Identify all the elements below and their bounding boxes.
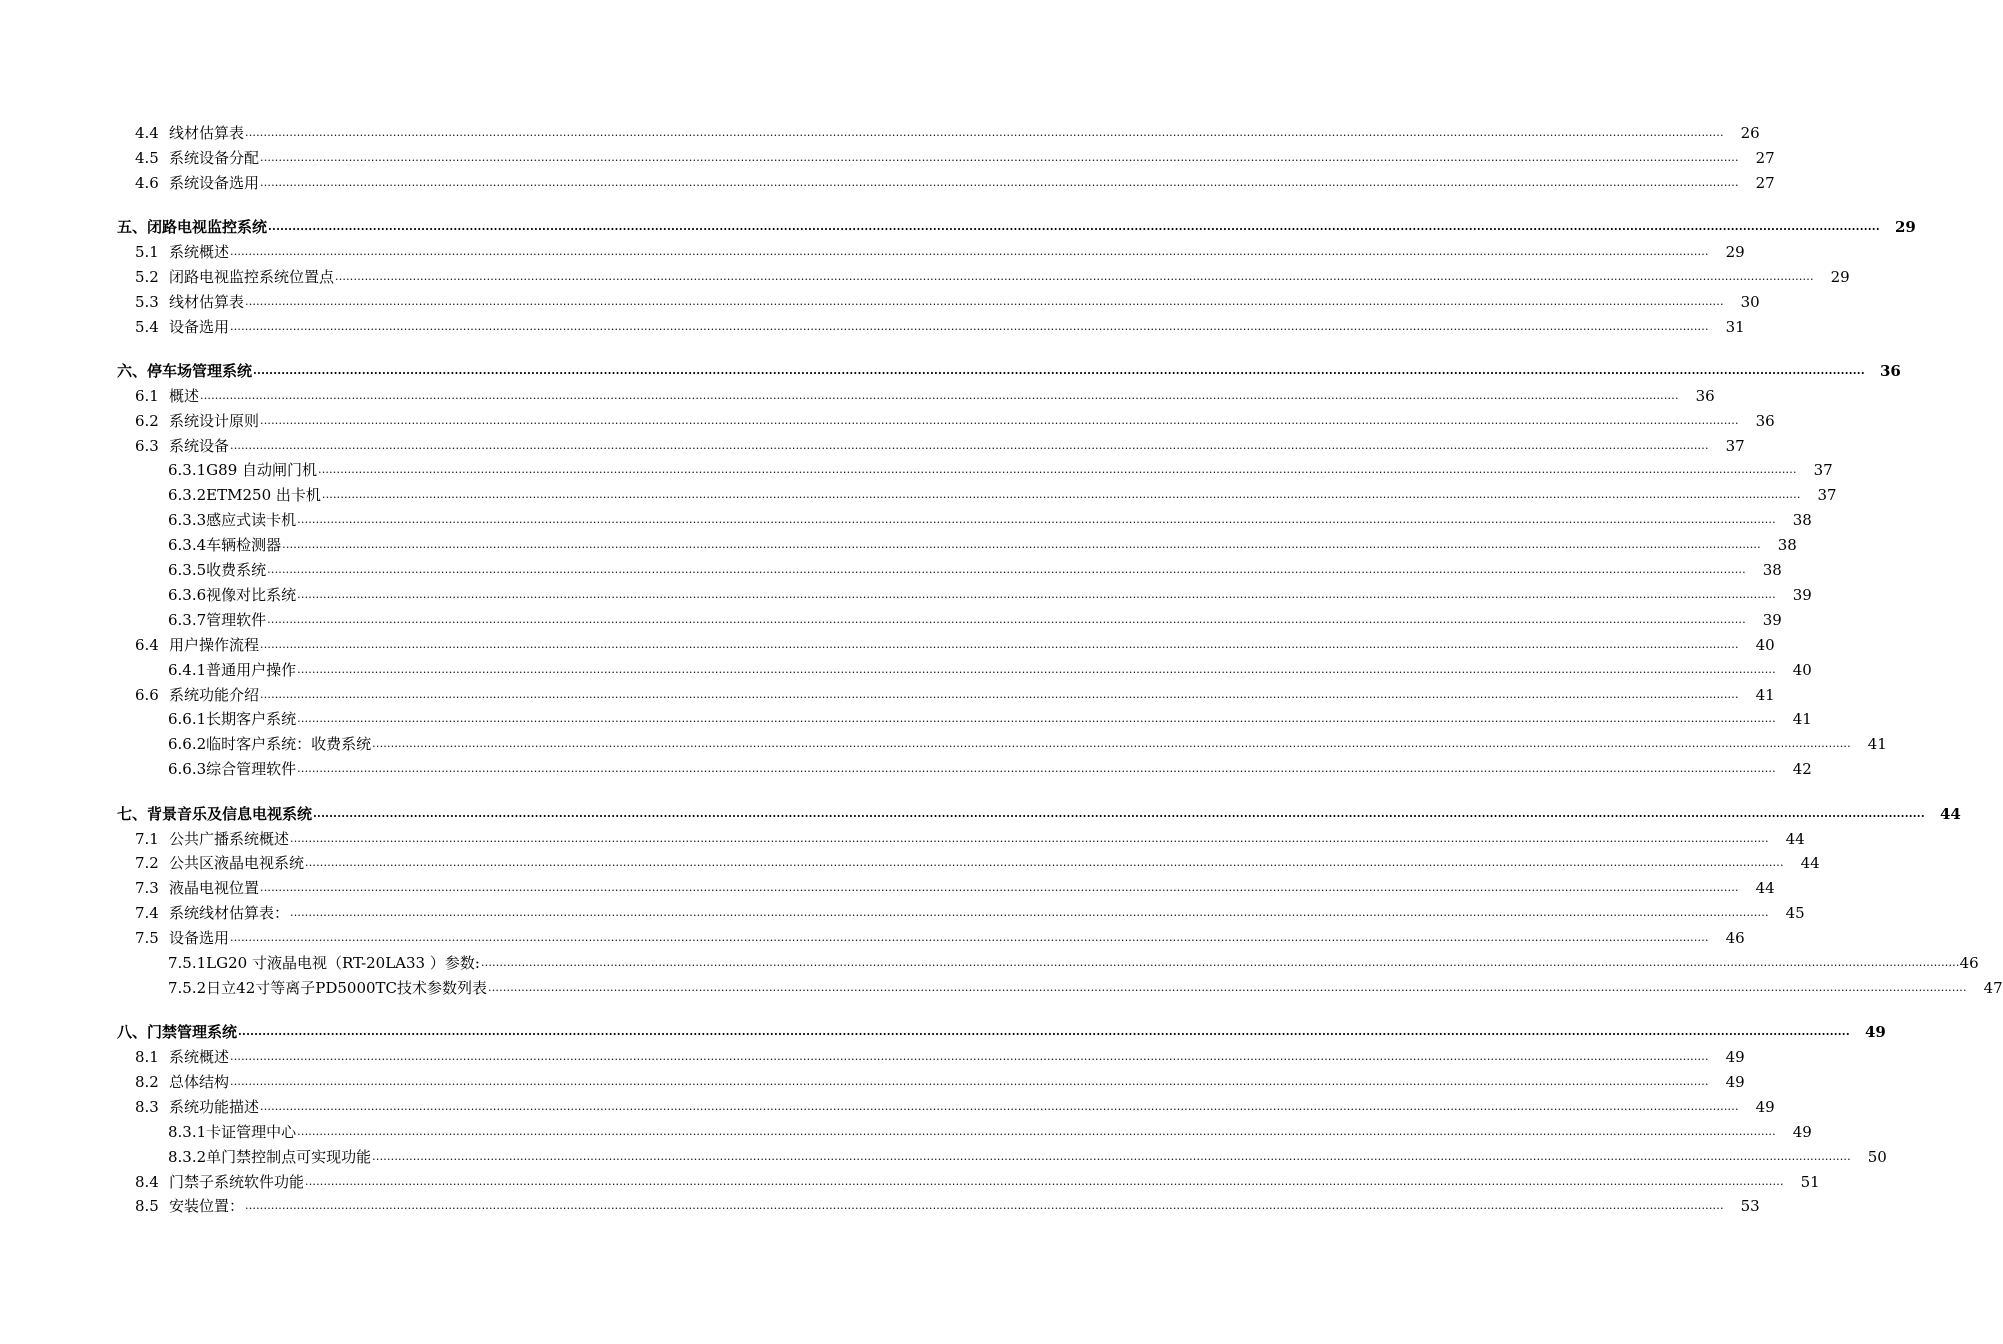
toc-page-number: 44	[1755, 879, 1775, 897]
toc-entry-title: 6.6.1长期客户系统	[168, 710, 297, 728]
toc-entry-title: 八、门禁管理系统	[117, 1023, 238, 1041]
toc-page-number: 39	[1762, 611, 1782, 629]
toc-dot-leader: ................................................................................................................................................................................................................................................................................................................................................................................................................	[230, 931, 1709, 944]
toc-page-number: 38	[1792, 511, 1812, 529]
toc-entry-title: 闭路电视监控系统位置点	[169, 268, 335, 286]
toc-dot-leader: ................................................................................................................................................................................................................................................................................................................................................................................................................	[245, 295, 1724, 308]
toc-page-number: 26	[1740, 124, 1760, 142]
toc-dot-leader: ................................................................................................................................................................................................................................................................................................................................................................................................................	[318, 463, 1797, 476]
toc-entry-title: 系统设备选用	[169, 174, 260, 192]
toc-row[interactable]	[135, 1068, 1745, 1092]
toc-row[interactable]	[135, 924, 1745, 948]
toc-entry-title: 6.3.4车辆检测器	[168, 536, 282, 554]
toc-dot-leader: ................................................................................................................................................................................................................................................................................................................................................................................................................	[230, 439, 1709, 452]
toc-entry-title: 用户操作流程	[169, 636, 260, 654]
toc-dot-leader: ................................................................................................................................................................................................................................................................................................................................................................................................................	[297, 712, 1776, 725]
toc-row[interactable]	[117, 800, 1961, 824]
toc-entry-title: 系统设计原则	[169, 412, 260, 430]
toc-row[interactable]	[168, 581, 1812, 605]
toc-dot-leader: ................................................................................................................................................................................................................................................................................................................................................................................................................	[260, 881, 1739, 894]
toc-row[interactable]	[168, 506, 1812, 530]
toc-row[interactable]	[168, 755, 1812, 779]
toc-entry-title: 线材估算表	[169, 293, 245, 311]
toc-entry-title: 概述	[169, 387, 200, 405]
toc-entry-title: 6.3.7管理软件	[168, 611, 267, 629]
toc-row[interactable]	[168, 656, 1812, 680]
toc-entry-title: 系统功能介绍	[169, 686, 260, 704]
toc-entry-number: 4.4	[135, 124, 159, 142]
toc-row[interactable]	[168, 606, 1782, 630]
toc-page-number: 42	[1792, 760, 1812, 778]
toc-row[interactable]	[168, 949, 1979, 973]
toc-entry-title: 6.6.2临时客户系统：收费系统	[168, 735, 372, 753]
toc-page-number: 39	[1792, 586, 1812, 604]
toc-page-number: 36	[1755, 412, 1775, 430]
toc-page-number: 46	[1725, 929, 1745, 947]
toc-dot-leader: ................................................................................................................................................................................................................................................................................................................................................................................................................	[290, 832, 1769, 845]
toc-row[interactable]	[135, 1093, 1775, 1117]
toc-dot-leader: ................................................................................................................................................................................................................................................................................................................................................................................................................	[372, 1150, 1851, 1163]
toc-dot-leader: ................................................................................................................................................................................................................................................................................................................................................................................................................	[230, 1075, 1709, 1088]
toc-dot-leader: ................................................................................................................................................................................................................................................................................................................................................................................................................	[297, 513, 1776, 526]
toc-row[interactable]	[168, 556, 1782, 580]
toc-dot-leader: ................................................................................................................................................................................................................................................................................................................................................................................................................	[260, 151, 1739, 164]
toc-row[interactable]	[168, 456, 1833, 480]
toc-entry-number: 7.4	[135, 904, 159, 922]
toc-entry-number: 5.1	[135, 243, 159, 261]
toc-entry-title: 六、停车场管理系统	[117, 362, 253, 380]
toc-page-number: 46	[1959, 954, 1979, 972]
toc-dot-leader: ................................................................................................................................................................................................................................................................................................................................................................................................................	[245, 126, 1724, 139]
toc-entry-number: 8.5	[135, 1197, 159, 1215]
toc-entry-title: 系统概述	[169, 243, 230, 261]
toc-entry-number: 8.2	[135, 1073, 159, 1091]
toc-page-number: 37	[1817, 486, 1837, 504]
toc-entry-title: 8.3.1卡证管理中心	[168, 1123, 297, 1141]
toc-row[interactable]	[135, 681, 1775, 705]
toc-page-number: 51	[1800, 1173, 1820, 1191]
toc-entry-title: 公共区液晶电视系统	[169, 854, 305, 872]
toc-entry-title: 设备选用	[169, 929, 230, 947]
toc-dot-leader: ................................................................................................................................................................................................................................................................................................................................................................................................................	[253, 364, 1865, 377]
toc-row[interactable]	[135, 288, 1760, 312]
toc-row[interactable]	[135, 169, 1775, 193]
toc-entry-number: 4.5	[135, 149, 159, 167]
toc-dot-leader: ................................................................................................................................................................................................................................................................................................................................................................................................................	[260, 688, 1739, 701]
toc-page-number: 37	[1813, 461, 1833, 479]
toc-dot-leader: ................................................................................................................................................................................................................................................................................................................................................................................................................	[282, 538, 1761, 551]
toc-dot-leader: ................................................................................................................................................................................................................................................................................................................................................................................................................	[305, 856, 1784, 869]
toc-page-number: 38	[1777, 536, 1797, 554]
toc-page-number: 29	[1894, 218, 1916, 236]
toc-dot-leader: ................................................................................................................................................................................................................................................................................................................................................................................................................	[335, 270, 1814, 283]
toc-row[interactable]	[135, 1168, 1820, 1192]
toc-entry-number: 6.1	[135, 387, 159, 405]
toc-entry-title: 五、闭路电视监控系统	[117, 218, 268, 236]
toc-entry-title: 7.5.1LG20 寸液晶电视（RT-20LA33 ）参数:	[168, 954, 480, 972]
toc-entry-title: 6.6.3综合管理软件	[168, 760, 297, 778]
toc-page-number: 27	[1755, 149, 1775, 167]
toc-page-number: 29	[1830, 268, 1850, 286]
toc-entry-number: 6.3	[135, 437, 159, 455]
toc-row[interactable]	[135, 432, 1745, 456]
toc-entry-number: 6.4	[135, 636, 159, 654]
toc-entry-number: 8.1	[135, 1048, 159, 1066]
toc-dot-leader: ................................................................................................................................................................................................................................................................................................................................................................................................................	[245, 1199, 1724, 1212]
toc-page-number: 30	[1740, 293, 1760, 311]
toc-dot-leader: ................................................................................................................................................................................................................................................................................................................................................................................................................	[260, 414, 1739, 427]
toc-row[interactable]	[135, 631, 1775, 655]
toc-page-number: 45	[1785, 904, 1805, 922]
toc-entry-title: 线材估算表	[169, 124, 245, 142]
toc-dot-leader: ................................................................................................................................................................................................................................................................................................................................................................................................................	[480, 956, 1960, 969]
toc-entry-number: 5.4	[135, 318, 159, 336]
toc-row[interactable]	[168, 1118, 1812, 1142]
toc-row[interactable]	[135, 238, 1745, 262]
toc-page-number: 49	[1755, 1098, 1775, 1116]
toc-row[interactable]	[168, 1143, 1887, 1167]
toc-row[interactable]	[135, 1192, 1760, 1216]
toc-dot-leader: ................................................................................................................................................................................................................................................................................................................................................................................................................	[268, 220, 1880, 233]
toc-entry-number: 6.2	[135, 412, 159, 430]
toc-entry-title: 6.3.5收费系统	[168, 561, 267, 579]
toc-entry-number: 8.4	[135, 1173, 159, 1191]
toc-page-number: 37	[1725, 437, 1745, 455]
toc-dot-leader: ................................................................................................................................................................................................................................................................................................................................................................................................................	[230, 1050, 1709, 1063]
toc-entry-title: 7.5.2日立42寸等离子PD5000TC技术参数列表	[168, 979, 488, 997]
toc-page-number: 44	[1939, 805, 1961, 823]
toc-entry-number: 7.5	[135, 929, 159, 947]
toc-entry-title: 系统线材估算表：	[169, 904, 290, 922]
toc-dot-leader: ................................................................................................................................................................................................................................................................................................................................................................................................................	[267, 613, 1746, 626]
toc-dot-leader: ................................................................................................................................................................................................................................................................................................................................................................................................................	[260, 1100, 1739, 1113]
toc-page-number: 49	[1725, 1073, 1745, 1091]
toc-dot-leader: ................................................................................................................................................................................................................................................................................................................................................................................................................	[305, 1175, 1784, 1188]
toc-row[interactable]	[117, 357, 1901, 381]
toc-page-number: 49	[1864, 1023, 1886, 1041]
toc-entry-title: 6.3.3感应式读卡机	[168, 511, 297, 529]
toc-entry-title: 6.3.6视像对比系统	[168, 586, 297, 604]
toc-dot-leader: ................................................................................................................................................................................................................................................................................................................................................................................................................	[290, 906, 1769, 919]
toc-entry-number: 7.1	[135, 830, 159, 848]
toc-dot-leader: ................................................................................................................................................................................................................................................................................................................................................................................................................	[297, 588, 1776, 601]
toc-row[interactable]	[168, 730, 1887, 754]
toc-page-number: 53	[1740, 1197, 1760, 1215]
toc-page-number: 41	[1792, 710, 1812, 728]
toc-entry-number: 8.3	[135, 1098, 159, 1116]
toc-page-number: 50	[1867, 1148, 1887, 1166]
toc-dot-leader: ................................................................................................................................................................................................................................................................................................................................................................................................................	[372, 737, 1851, 750]
toc-row[interactable]	[135, 313, 1745, 337]
toc-row[interactable]	[135, 874, 1775, 898]
toc-dot-leader: ................................................................................................................................................................................................................................................................................................................................................................................................................	[488, 981, 1967, 994]
toc-page-number: 41	[1755, 686, 1775, 704]
toc-row[interactable]	[168, 481, 1837, 505]
toc-entry-title: 安装位置：	[169, 1197, 245, 1215]
toc-entry-number: 7.2	[135, 854, 159, 872]
toc-page-number: 29	[1725, 243, 1745, 261]
toc-entry-title: 总体结构	[169, 1073, 230, 1091]
toc-dot-leader: ................................................................................................................................................................................................................................................................................................................................................................................................................	[238, 1025, 1850, 1038]
toc-page-number: 41	[1867, 735, 1887, 753]
toc-dot-leader: ................................................................................................................................................................................................................................................................................................................................................................................................................	[230, 245, 1709, 258]
toc-row[interactable]	[135, 1043, 1745, 1067]
toc-entry-title: 6.3.2ETM250 出卡机	[168, 486, 321, 504]
toc-entry-title: 七、背景音乐及信息电视系统	[117, 805, 313, 823]
toc-page-number: 49	[1792, 1123, 1812, 1141]
toc-entry-title: 液晶电视位置	[169, 879, 260, 897]
toc-row[interactable]	[168, 531, 1797, 555]
toc-entry-title: 系统设备分配	[169, 149, 260, 167]
toc-page-number: 44	[1785, 830, 1805, 848]
toc-row[interactable]	[135, 825, 1805, 849]
toc-entry-title: 设备选用	[169, 318, 230, 336]
toc-dot-leader: ................................................................................................................................................................................................................................................................................................................................................................................................................	[321, 488, 1801, 501]
toc-dot-leader: ................................................................................................................................................................................................................................................................................................................................................................................................................	[200, 389, 1679, 402]
toc-entry-number: 4.6	[135, 174, 159, 192]
toc-row[interactable]	[168, 705, 1812, 729]
toc-entry-title: 公共广播系统概述	[169, 830, 290, 848]
toc-row[interactable]	[135, 899, 1805, 923]
toc-row[interactable]	[135, 849, 1820, 873]
toc-row[interactable]	[135, 144, 1775, 168]
toc-row[interactable]	[135, 407, 1775, 431]
toc-entry-number: 7.3	[135, 879, 159, 897]
toc-entry-title: 6.3.1G89 自动闸门机	[168, 461, 318, 479]
toc-page-number: 38	[1762, 561, 1782, 579]
toc-row[interactable]	[168, 974, 2003, 998]
toc-page-number: 40	[1755, 636, 1775, 654]
toc-page-number: 31	[1725, 318, 1745, 336]
toc-page-number: 47	[1983, 979, 2003, 997]
toc-dot-leader: ................................................................................................................................................................................................................................................................................................................................................................................................................	[230, 320, 1709, 333]
toc-row[interactable]	[135, 119, 1760, 143]
toc-row[interactable]	[135, 263, 1850, 287]
toc-dot-leader: ................................................................................................................................................................................................................................................................................................................................................................................................................	[313, 807, 1925, 820]
toc-entry-number: 6.6	[135, 686, 159, 704]
toc-page-number: 49	[1725, 1048, 1745, 1066]
toc-page-number: 27	[1755, 174, 1775, 192]
toc-entry-title: 门禁子系统软件功能	[169, 1173, 305, 1191]
toc-row[interactable]	[117, 213, 1916, 237]
toc-dot-leader: ................................................................................................................................................................................................................................................................................................................................................................................................................	[297, 762, 1776, 775]
toc-dot-leader: ................................................................................................................................................................................................................................................................................................................................................................................................................	[297, 1125, 1776, 1138]
toc-row[interactable]	[117, 1018, 1886, 1042]
toc-page-number: 36	[1879, 362, 1901, 380]
toc-entry-title: 系统设备	[169, 437, 230, 455]
toc-entry-number: 5.2	[135, 268, 159, 286]
toc-dot-leader: ................................................................................................................................................................................................................................................................................................................................................................................................................	[297, 663, 1776, 676]
toc-entry-title: 系统功能描述	[169, 1098, 260, 1116]
toc-dot-leader: ................................................................................................................................................................................................................................................................................................................................................................................................................	[260, 638, 1739, 651]
toc-entry-number: 5.3	[135, 293, 159, 311]
toc-page-number: 36	[1695, 387, 1715, 405]
toc-entry-title: 系统概述	[169, 1048, 230, 1066]
toc-page-number: 44	[1800, 854, 1820, 872]
toc-entry-title: 6.4.1普通用户操作	[168, 661, 297, 679]
toc-dot-leader: ................................................................................................................................................................................................................................................................................................................................................................................................................	[260, 176, 1739, 189]
toc-dot-leader: ................................................................................................................................................................................................................................................................................................................................................................................................................	[267, 563, 1746, 576]
toc-entry-title: 8.3.2单门禁控制点可实现功能	[168, 1148, 372, 1166]
toc-page-number: 40	[1792, 661, 1812, 679]
toc-row[interactable]	[135, 382, 1715, 406]
